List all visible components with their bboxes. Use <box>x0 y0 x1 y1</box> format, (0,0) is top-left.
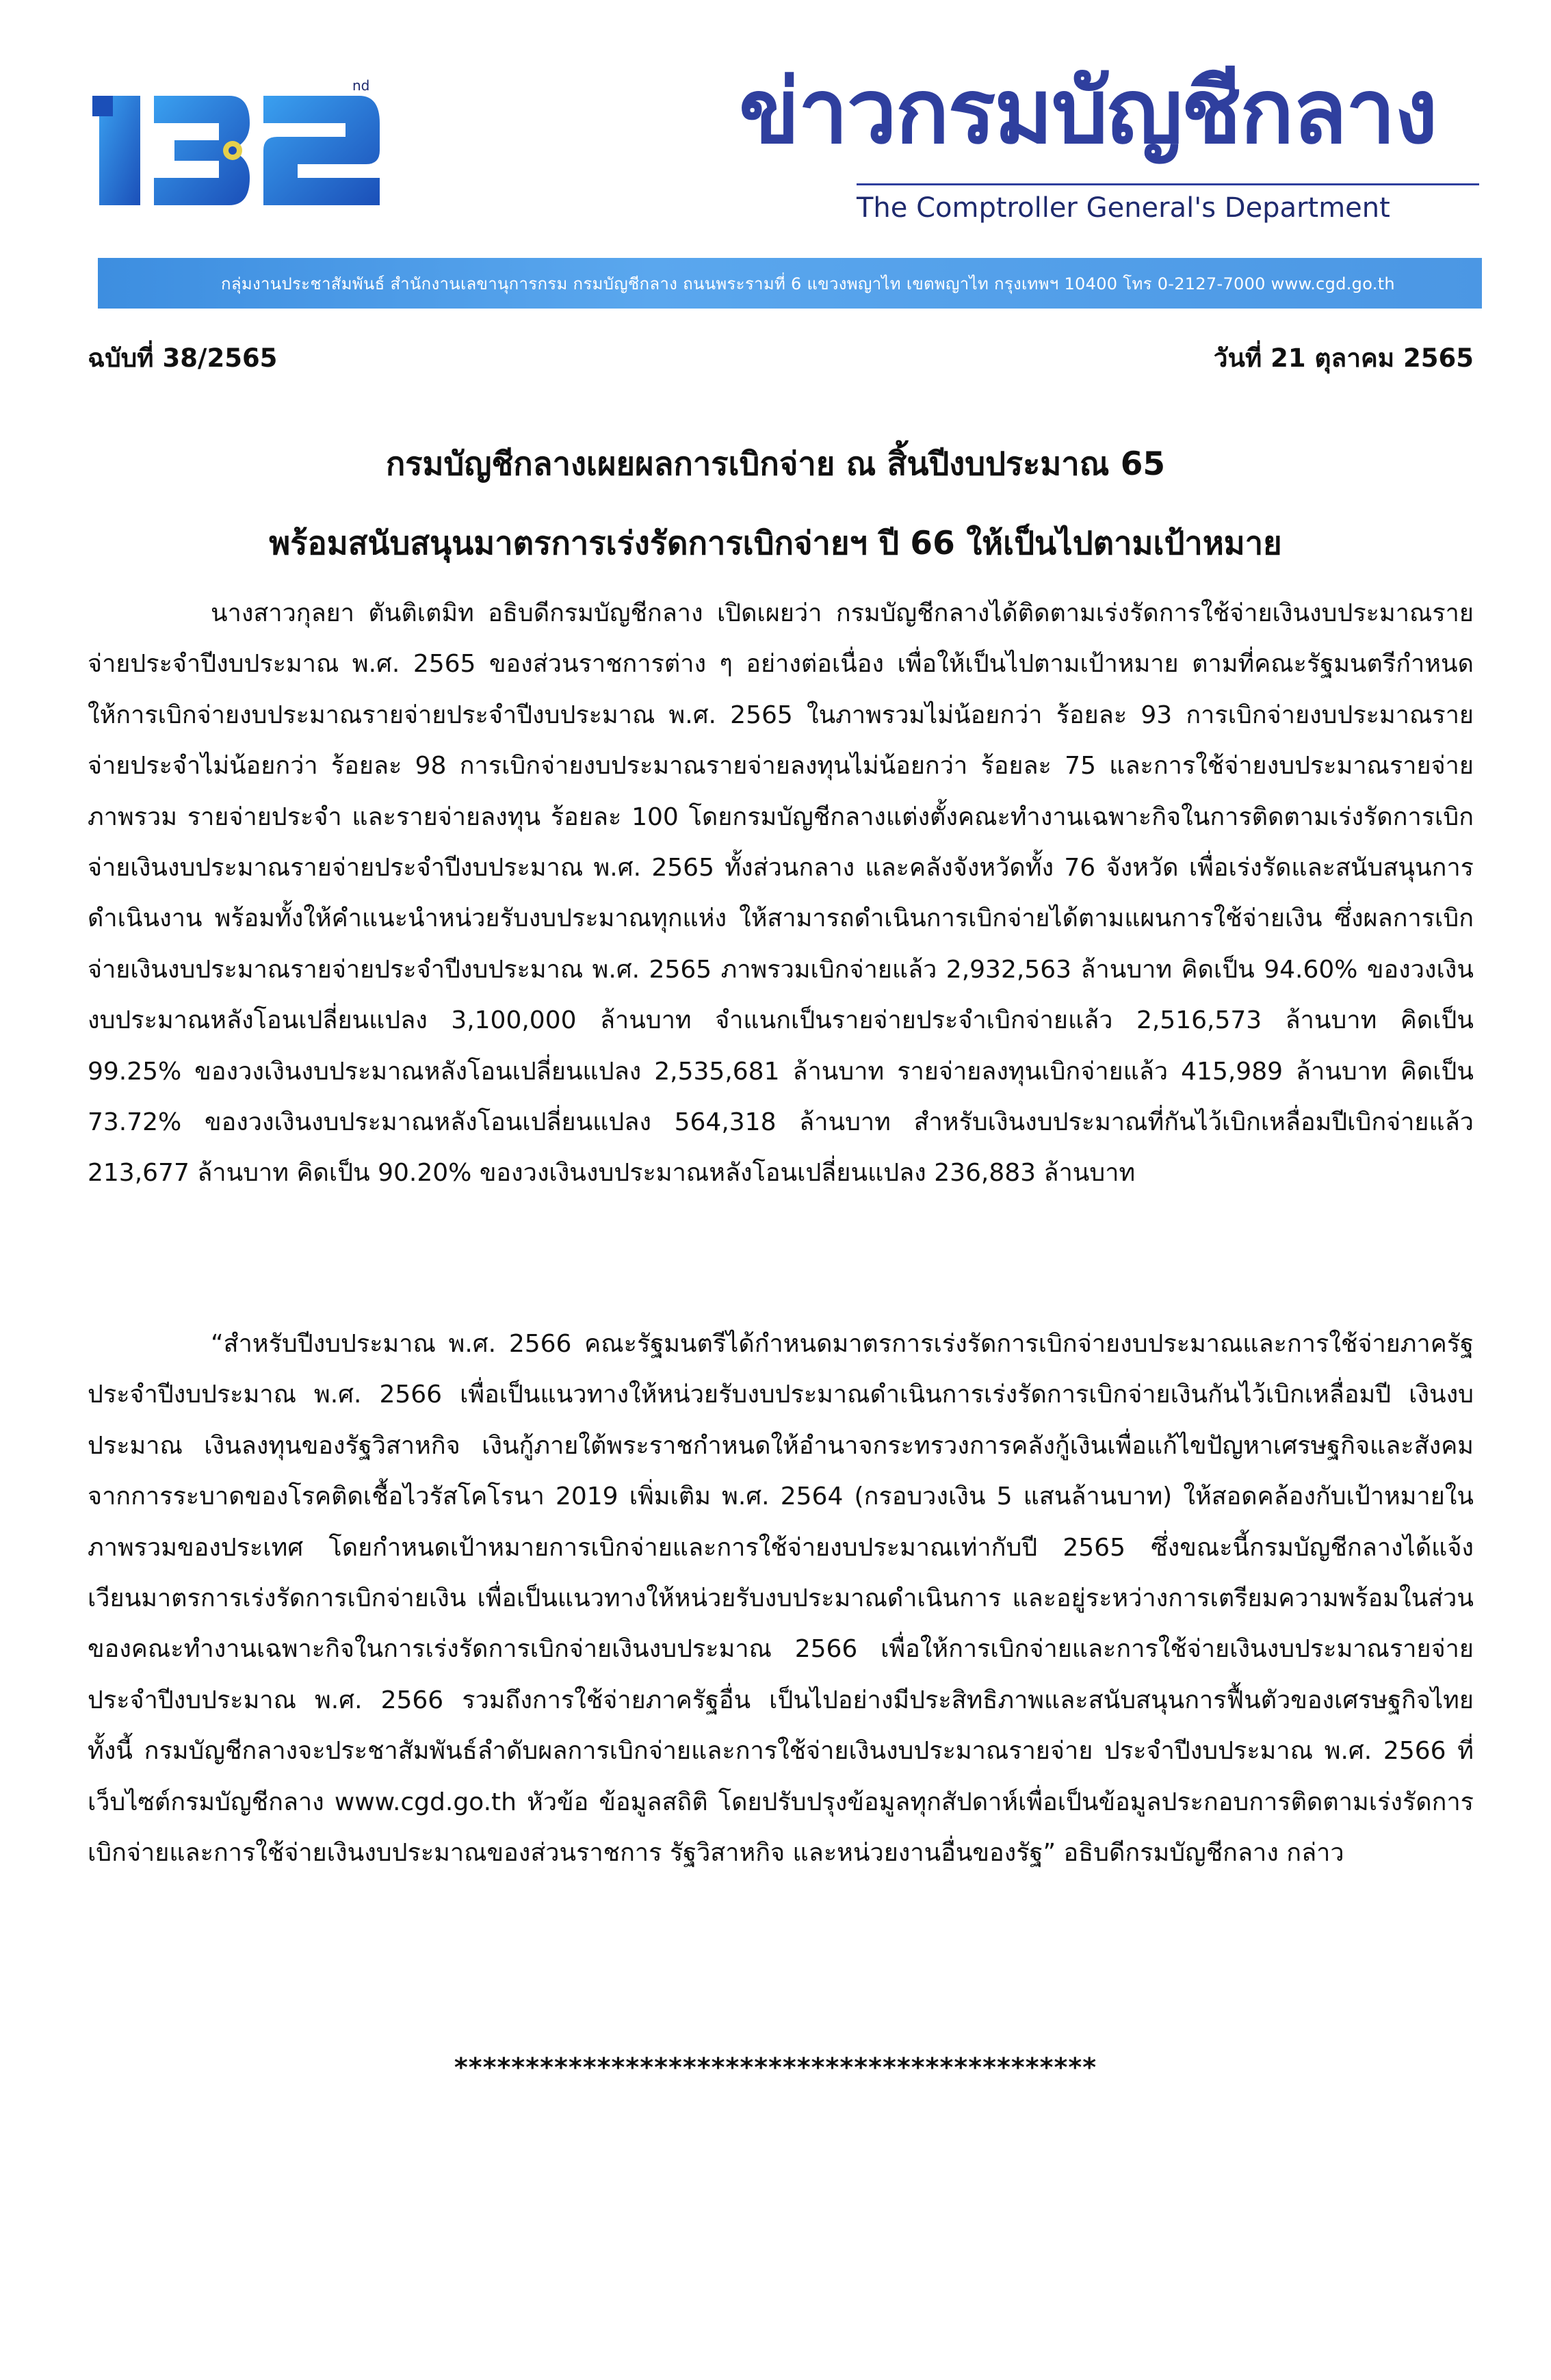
end-separator: ********************************************* <box>454 2052 1097 2082</box>
brand-title-thai: ข่าวกรมบัญชีกลาง <box>739 60 1437 164</box>
contact-banner <box>98 258 1482 309</box>
brand-title-english: The Comptroller General's Department <box>857 183 1479 224</box>
logo-132nd <box>92 75 393 233</box>
brand-header <box>739 60 1481 224</box>
headline-line-1: กรมบัญชีกลางเผยผลการเบิกจ่าย ณ สิ้นปีงบประมาณ 65 <box>385 445 1166 483</box>
svg-text:nd: nd <box>352 77 370 94</box>
headline-line-2: พร้อมสนับสนุนมาตรการเร่งรัดการเบิกจ่ายฯ ปี 66 ให้เป็นไปตามเป้าหมาย <box>269 525 1282 562</box>
logo-132nd-graphic <box>92 75 393 233</box>
body-paragraph-2: “สำหรับปีงบประมาณ พ.ศ. 2566 คณะรัฐมนตรีได้กำหนดมาตรการเร่งรัดการเบิกจ่ายงบประมาณและการใช้จ่ายภาครัฐ ประจำปีงบประมาณ พ.ศ. 2566 เพื่อเป็นแนวทางให้หน่วยรับงบประมาณดำเนินการเร่งรัดการเบิกจ่ายเงินกันไว้เบิกเหลื่อมปี เงินงบประมาณ เงินลงทุนของรัฐวิสาหกิจ เงินกู้ภายใต้พระราชกำหนดให้อำนาจกระทรวงการคลังกู้เงินเพื่อแก้ไขปัญหาเศรษฐกิจและสังคม จากการระบาดของโรคติดเชื้อไวรัสโคโรนา 2019 เพิ่มเติม พ.ศ. 2564 (กรอบวงเงิน 5 แสนล้านบาท) ให้สอดคล้องกับเป้าหมายในภาพรวมของประเทศ โดยกำหนดเป้าหมายการเบิกจ่ายและการใช้จ่ายงบประมาณเท่ากับปี 2565 ซึ่งขณะนี้กรมบัญชีกลางได้แจ้งเวียนมาตรการเร่งรัดการเบิกจ่ายเงิน เพื่อเป็นแนวทางให้หน่วยรับงบประมาณดำเนินการ และอยู่ระหว่างการเตรียมความพร้อมในส่วนของคณะทำงานเฉพาะกิจในการเร่งรัดการเบิกจ่ายเงินงบประมาณ 2566 เพื่อให้การเบิกจ่ายและการใช้จ่ายเงินงบประมาณรายจ่ายประจำปีงบประมาณ พ.ศ. 2566 รวมถึงการใช้จ่ายภาครัฐอื่น เป็นไปอย่างมีประสิทธิภาพและสนับสนุนการฟื้นตัวของเศรษฐกิจไทย ทั้งนี้ กรมบัญชีกลางจะประชาสัมพันธ์ลำดับผลการเบิกจ่ายและการใช้จ่ายเงินงบประมาณรายจ่าย ประจำปีงบประมาณ พ.ศ. 2566 ที่เว็บไซต์กรมบัญชีกลาง www.cgd.go.th หัวข้อ ข้อมูลสถิติ โดยปรับปรุงข้อมูลทุกสัปดาห์เพื่อเป็นข้อมูลประกอบการติดตามเร่งรัดการเบิกจ่ายและการใช้จ่ายเงินงบประมาณของส่วนราชการ รัฐวิสาหกิจ และหน่วยงานอื่นของรัฐ” อธิบดีกรมบัญชีกลาง กล่าว <box>88 1330 1474 1868</box>
issue-number: ฉบับที่ 38/2565 <box>88 343 278 373</box>
issue-date: วันที่ 21 ตุลาคม 2565 <box>1213 343 1474 373</box>
contact-banner-text: กลุ่มงานประชาสัมพันธ์ สำนักงานเลขานุการกรม กรมบัญชีกลาง ถนนพระรามที่ 6 แขวงพญาไท เขตพญาไท กรุงเทพฯ 10400 โทร 0-2127-7000 www.cgd.go.th <box>221 274 1395 293</box>
body-paragraph-1: นางสาวกุลยา ตันติเตมิท อธิบดีกรมบัญชีกลาง เปิดเผยว่า กรมบัญชีกลางได้ติดตามเร่งรัดการใช้จ่ายเงินงบประมาณรายจ่ายประจำปีงบประมาณ พ.ศ. 2565 ของส่วนราชการต่าง ๆ อย่างต่อเนื่อง เพื่อให้เป็นไปตามเป้าหมาย ตามที่คณะรัฐมนตรีกำหนดให้การเบิกจ่ายงบประมาณรายจ่ายประจำปีงบประมาณ พ.ศ. 2565 ในภาพรวมไม่น้อยกว่า ร้อยละ 93 การเบิกจ่ายงบประมาณรายจ่ายประจำไม่น้อยกว่า ร้อยละ 98 การเบิกจ่ายงบประมาณรายจ่ายลงทุนไม่น้อยกว่า ร้อยละ 75 และการใช้จ่ายงบประมาณรายจ่ายภาพรวม รายจ่ายประจำ และรายจ่ายลงทุน ร้อยละ 100 โดยกรมบัญชีกลางแต่งตั้งคณะทำงานเฉพาะกิจในการติดตามเร่งรัดการเบิกจ่ายเงินงบประมาณรายจ่ายประจำปีงบประมาณ พ.ศ. 2565 ทั้งส่วนกลาง และคลังจังหวัดทั้ง 76 จังหวัด เพื่อเร่งรัดและสนับสนุนการดำเนินงาน พร้อมทั้งให้คำแนะนำหน่วยรับงบประมาณทุกแห่ง ให้สามารถดำเนินการเบิกจ่ายได้ตามแผนการใช้จ่ายเงิน ซึ่งผลการเบิกจ่ายเงินงบประมาณรายจ่ายประจำปีงบประมาณ พ.ศ. 2565 ภาพรวมเบิกจ่ายแล้ว 2,932,563 ล้านบาท คิดเป็น 94.60% ของวงเงินงบประมาณหลังโอนเปลี่ยนแปลง 3,100,000 ล้านบาท จำแนกเป็นรายจ่ายประจำเบิกจ่ายแล้ว 2,516,573 ล้านบาท คิดเป็น 99.25% ของวงเงินงบประมาณหลังโอนเปลี่ยนแปลง 2,535,681 ล้านบาท รายจ่ายลงทุนเบิกจ่ายแล้ว 415,989 ล้านบาท คิดเป็น 73.72% ของวงเงินงบประมาณหลังโอนเปลี่ยนแปลง 564,318 ล้านบาท สำหรับเงินงบประมาณที่กันไว้เบิกเหลื่อมปีเบิกจ่ายแล้ว 213,677 ล้านบาท คิดเป็น 90.20% ของวงเงินงบประมาณหลังโอนเปลี่ยนแปลง 236,883 ล้านบาท <box>88 599 1474 1188</box>
